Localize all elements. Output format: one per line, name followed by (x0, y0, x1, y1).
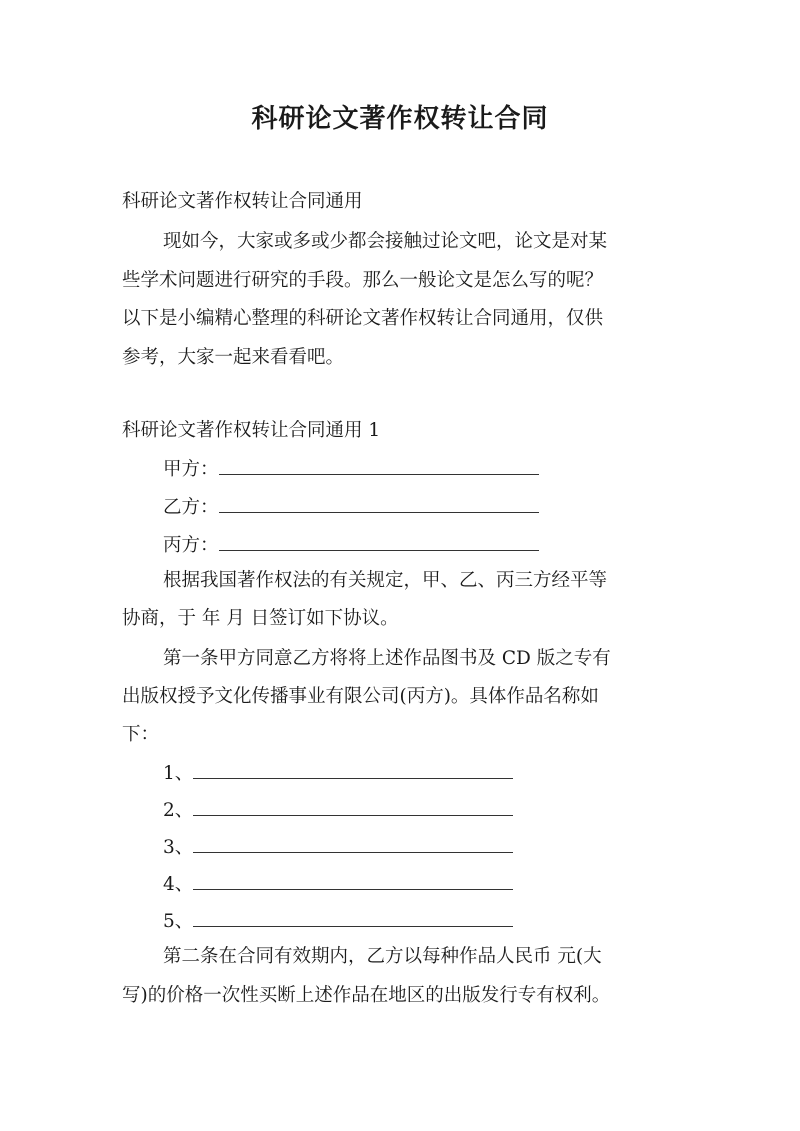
item-label-4: 4、 (163, 874, 194, 895)
item-row-3 (163, 838, 513, 858)
article1-line-2: 出版权授予文化传播事业有限公司(丙方)。具体作品名称如 (122, 686, 599, 707)
item-row-2 (163, 801, 513, 821)
article1-line-1: 第一条甲方同意乙方将将上述作品图书及 CD 版之专有 (163, 648, 611, 669)
party-a-row (163, 460, 539, 480)
article2-line-2: 写)的价格一次性买断上述作品在地区的出版发行专有权利。 (122, 985, 611, 1006)
article1-line-3: 下： (122, 724, 160, 745)
item-label-3: 3、 (163, 837, 194, 858)
intro-line-1: 现如今，大家或多或少都会接触过论文吧，论文是对某 (163, 231, 608, 252)
party-a-label: 甲方： (163, 459, 219, 480)
item-blank-4 (193, 875, 513, 890)
article2-line-1: 第二条在合同有效期内，乙方以每种作品人民币 元(大 (163, 946, 602, 967)
document-title: 科研论文著作权转让合同 (251, 104, 549, 134)
item-blank-1 (193, 764, 513, 779)
section-heading: 科研论文著作权转让合同通用 1 (122, 420, 381, 441)
item-blank-2 (193, 801, 513, 816)
intro-line-3: 以下是小编精心整理的科研论文著作权转让合同通用，仅供 (122, 308, 604, 329)
item-row-4 (163, 875, 513, 895)
document-subtitle: 科研论文著作权转让合同通用 (122, 191, 363, 212)
item-row-1 (163, 764, 513, 784)
item-row-5 (163, 912, 513, 932)
party-b-row (163, 498, 539, 518)
intro-line-4: 参考，大家一起来看看吧。 (122, 347, 345, 368)
party-c-label: 丙方： (163, 535, 219, 556)
item-label-2: 2、 (163, 800, 194, 821)
intro-line-2: 些学术问题进行研究的手段。那么一般论文是怎么写的呢？ (122, 270, 604, 291)
party-b-label: 乙方： (163, 497, 219, 518)
basis-line-2: 协商，于 年 月 日签订如下协议。 (122, 608, 399, 629)
item-blank-3 (193, 838, 513, 853)
item-blank-5 (193, 912, 513, 927)
party-b-blank (219, 498, 539, 513)
party-c-blank (219, 536, 539, 551)
item-label-1: 1、 (163, 763, 194, 784)
party-c-row (163, 536, 539, 556)
item-label-5: 5、 (163, 911, 194, 932)
basis-line-1: 根据我国著作权法的有关规定，甲、乙、丙三方经平等 (163, 570, 608, 591)
party-a-blank (219, 460, 539, 475)
